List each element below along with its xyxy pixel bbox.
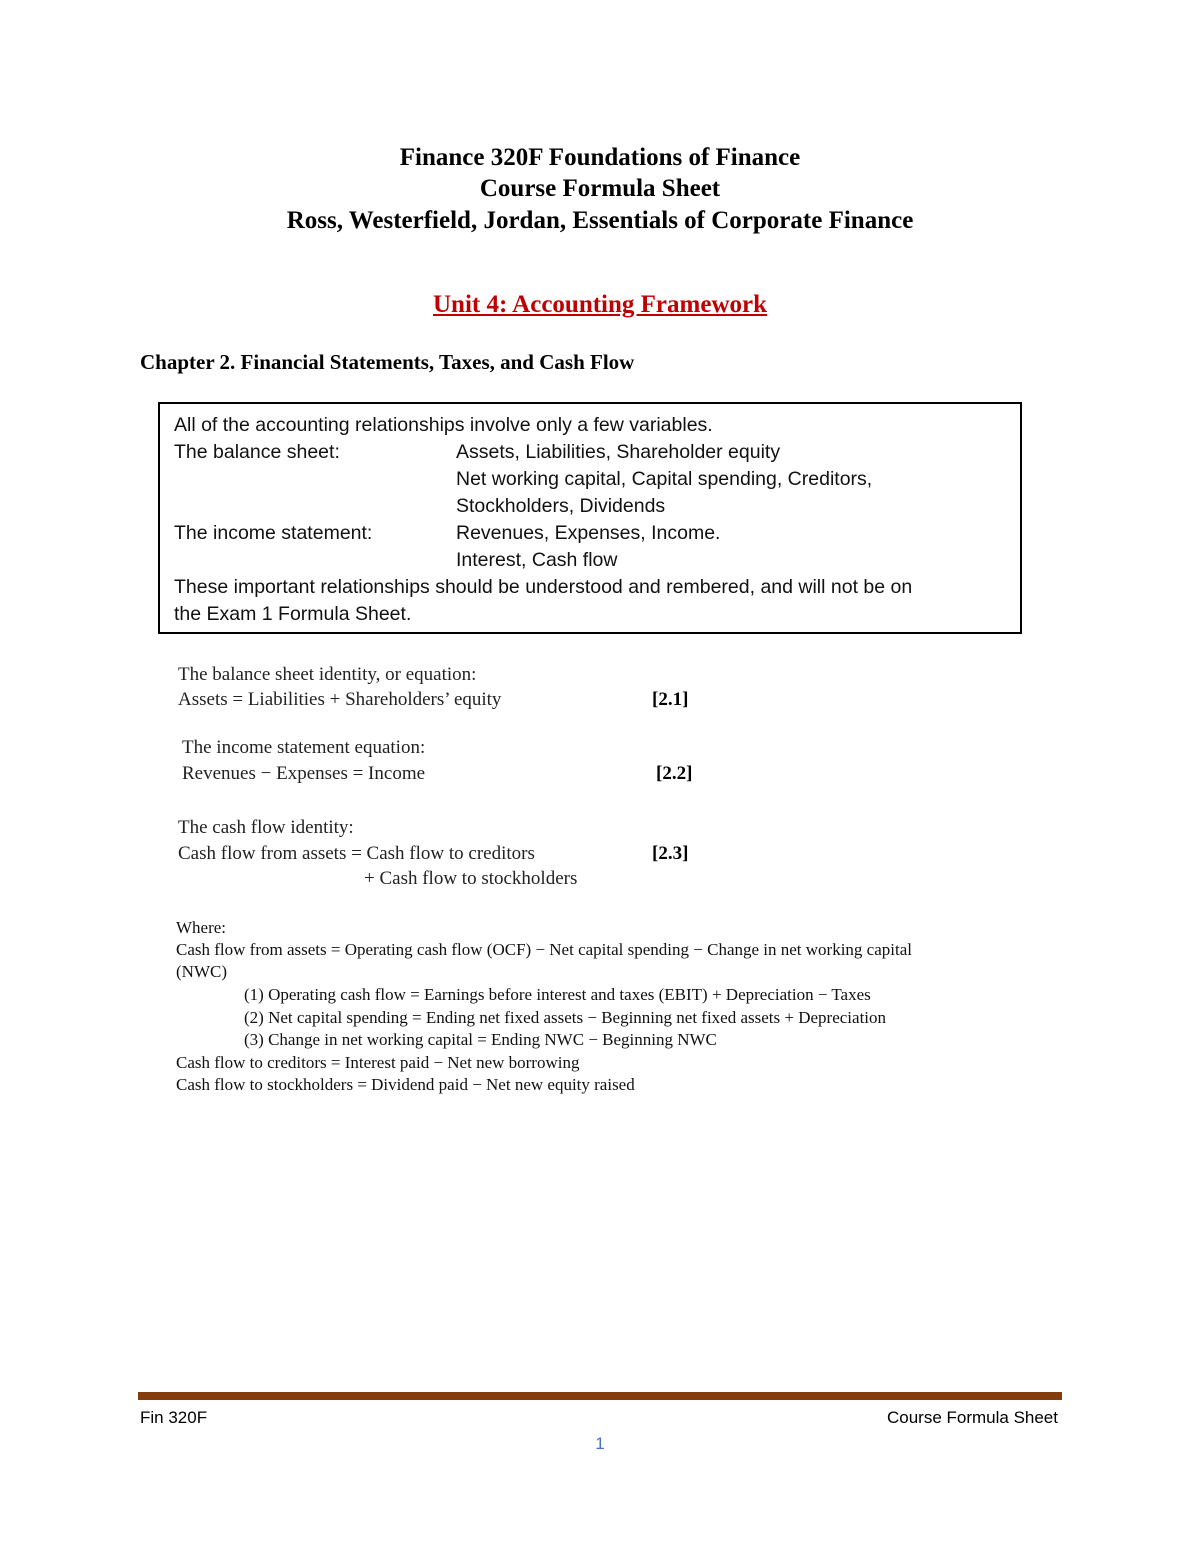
box-intro: All of the accounting relationships involve only a few variables. bbox=[174, 414, 713, 436]
footer-divider bbox=[138, 1392, 1062, 1400]
balance-sheet-vars-1: Assets, Liabilities, Shareholder equity bbox=[456, 441, 781, 463]
change-nwc-def: (3) Change in net working capital = Ending NWC − Beginning NWC bbox=[244, 1030, 717, 1049]
net-capital-spending-def: (2) Net capital spending = Ending net fixed assets − Beginning net fixed assets + Depreciation bbox=[244, 1008, 887, 1027]
eq1-heading: The balance sheet identity, or equation: bbox=[178, 664, 477, 685]
eq2-heading: The income statement equation: bbox=[182, 737, 426, 758]
document-title: Finance 320F Foundations of Finance bbox=[399, 144, 801, 171]
income-statement-vars-2: Interest, Cash flow bbox=[456, 549, 618, 571]
eq1-body: Assets = Liabilities + Shareholders’ equity bbox=[178, 689, 502, 710]
eq3-number: [2.3] bbox=[652, 843, 689, 864]
cash-flow-to-stockholders-def: Cash flow to stockholders = Dividend paid − Net new equity raised bbox=[176, 1075, 635, 1094]
eq3-heading: The cash flow identity: bbox=[178, 817, 354, 838]
eq1-number: [2.1] bbox=[652, 689, 689, 710]
income-statement-vars-1: Revenues, Expenses, Income. bbox=[456, 522, 721, 544]
where-heading: Where: bbox=[176, 918, 227, 937]
cash-flow-from-assets-def-cont: (NWC) bbox=[176, 962, 227, 981]
eq3-body-2: + Cash flow to stockholders bbox=[364, 868, 578, 889]
cash-flow-to-creditors-def: Cash flow to creditors = Interest paid − Net new borrowing bbox=[176, 1053, 580, 1072]
key-relationships-box bbox=[158, 402, 1022, 634]
box-note-2: the Exam 1 Formula Sheet. bbox=[174, 603, 412, 625]
balance-sheet-vars-3: Stockholders, Dividends bbox=[456, 495, 666, 517]
document-subtitle: Course Formula Sheet bbox=[479, 175, 721, 202]
eq2-body: Revenues − Expenses = Income bbox=[182, 763, 426, 784]
balance-sheet-vars-2: Net working capital, Capital spending, Creditors, bbox=[456, 468, 873, 490]
footer-right: Course Formula Sheet bbox=[886, 1408, 1058, 1427]
cash-flow-from-assets-def: Cash flow from assets = Operating cash flow (OCF) − Net capital spending − Change in net working capital bbox=[176, 940, 912, 959]
box-note-1: These important relationships should be understood and rembered, and will not be on bbox=[174, 576, 913, 598]
eq2-number: [2.2] bbox=[656, 763, 693, 784]
footer-left: Fin 320F bbox=[140, 1408, 208, 1427]
ocf-def: (1) Operating cash flow = Earnings before interest and taxes (EBIT) + Depreciation − Taxes bbox=[244, 985, 871, 1004]
unit-heading: Unit 4: Accounting Framework bbox=[433, 291, 767, 318]
balance-sheet-label: The balance sheet: bbox=[174, 441, 340, 463]
textbook-reference: Ross, Westerfield, Jordan, Essentials of Corporate Finance bbox=[286, 207, 914, 234]
page-number: 1 bbox=[595, 1434, 605, 1453]
income-statement-label: The income statement: bbox=[174, 522, 373, 544]
eq3-body-1: Cash flow from assets = Cash flow to creditors bbox=[178, 843, 535, 864]
chapter-heading: Chapter 2. Financial Statements, Taxes, and Cash Flow bbox=[140, 350, 635, 374]
